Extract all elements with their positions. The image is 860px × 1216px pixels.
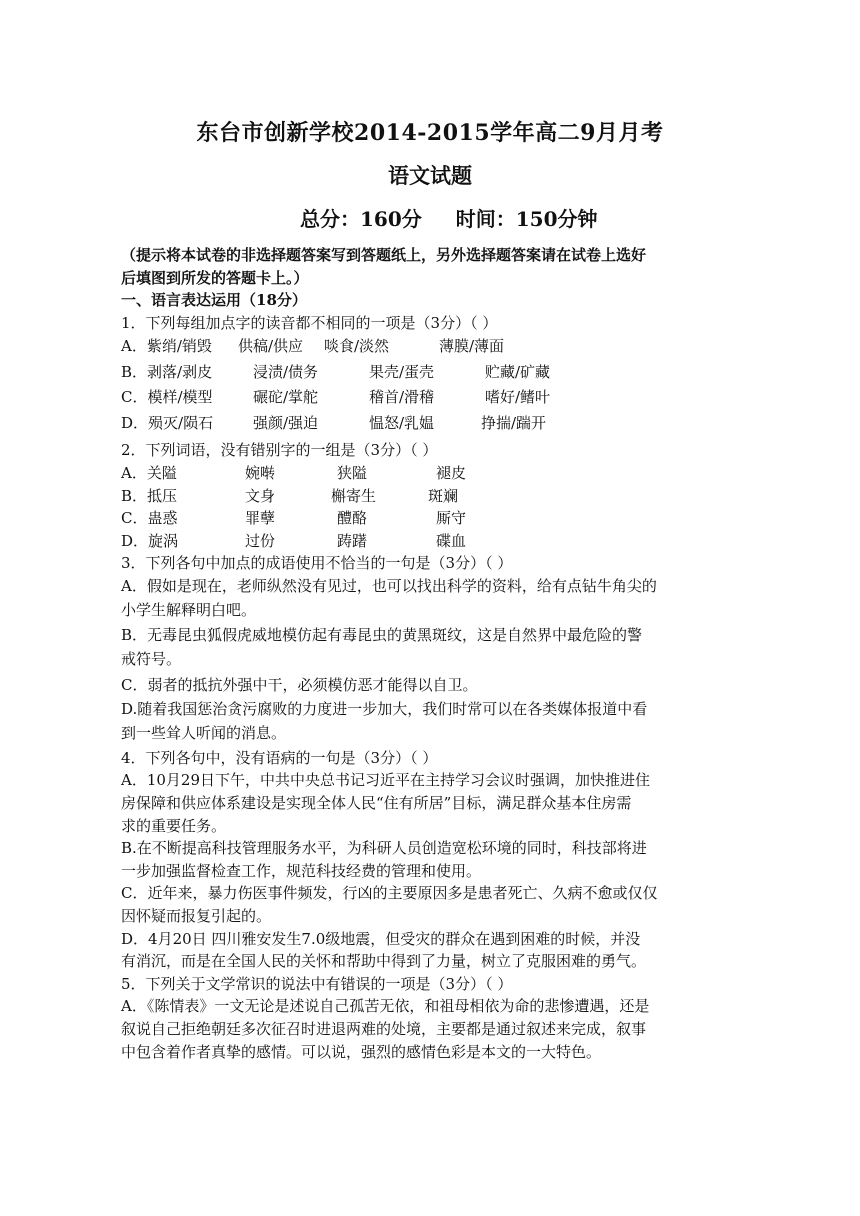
- option-cell: 浸渍/债务: [253, 362, 319, 381]
- option-cell: 文身: [245, 486, 276, 505]
- option-cell: 啖食/淡然: [324, 337, 390, 356]
- option-text: 小学生解释明白吧。: [121, 601, 257, 620]
- option-cell: B．剥落/剥皮: [121, 362, 213, 381]
- option-cell: 果壳/蛋壳: [369, 362, 435, 381]
- option-cell: C．模样/模型: [121, 388, 213, 407]
- option-text: 中包含着作者真挚的感情。可以说，强烈的感情色彩是本文的一大特色。: [121, 1042, 602, 1061]
- option-row: [121, 530, 741, 553]
- section-heading: 一、语言表达运用（18分）: [121, 291, 307, 310]
- option-text: C．弱者的抵抗外强中干，必须模仿恶才能得以自卫。: [121, 675, 478, 694]
- exam-meta: [300, 203, 632, 232]
- option-text: A．《陈情表》一文无论是述说自己孤苦无依，和祖母相依为命的悲惨遭遇，还是: [121, 997, 650, 1016]
- question-stem: 3．下列各句中加点的成语使用不恰当的一句是（3分）（ ）: [121, 554, 513, 573]
- option-text: 有消沉，而是在全国人民的关怀和帮助中得到了力量，树立了克服困难的勇气。: [121, 952, 647, 971]
- option-text: A．假如是现在，老师纵然没有见过，也可以找出科学的资料，给有点钻牛角尖的: [121, 576, 657, 595]
- option-cell: A．关隘: [121, 463, 177, 482]
- option-cell: B．抵压: [121, 486, 178, 505]
- option-text: D.随着我国惩治贪污腐败的力度进一步加大，我们时常可以在各类媒体报道中看: [121, 700, 648, 719]
- option-text: C．近年来，暴力伤医事件频发，行凶的主要原因多是患者死亡、久病不愈或仅仅: [121, 884, 658, 903]
- option-row: [121, 360, 741, 386]
- option-cell: A．紫绡/销毁: [121, 337, 212, 356]
- option-cell: D．殒灭/陨石: [121, 413, 214, 432]
- option-cell: 狭隘: [337, 463, 368, 482]
- option-cell: 挣揣/踹开: [481, 413, 547, 432]
- notice-line: 后填图到所发的答题卡上。）: [121, 268, 309, 287]
- option-cell: 供稿/供应: [238, 337, 304, 356]
- option-cell: C．蛊惑: [121, 509, 178, 528]
- question-stem: 4．下列各句中，没有语病的一句是（3分）（ ）: [121, 748, 438, 767]
- option-row: [121, 507, 741, 530]
- option-cell: 槲寄生: [331, 486, 377, 505]
- option-cell: 碾砣/掌舵: [253, 388, 319, 407]
- option-cell: 薄膜/薄面: [439, 337, 505, 356]
- option-text: B.在不断提高科技管理服务水平，为科研人员创造宽松环境的同时，科技部将进: [121, 839, 647, 858]
- option-cell: 嗜好/鳍叶: [485, 388, 551, 407]
- option-cell: 踌躇: [337, 531, 368, 550]
- question-stem: 5．下列关于文学常识的说法中有错误的一项是（3分）（ ）: [121, 974, 513, 993]
- option-cell: 婉啭: [245, 463, 276, 482]
- question-stem: 2．下列词语，没有错别字的一组是（3分）（ ）: [121, 441, 438, 460]
- option-cell: 厮守: [436, 509, 467, 528]
- option-row: [121, 462, 741, 485]
- option-cell: 罪孽: [245, 509, 276, 528]
- option-row: [121, 334, 741, 360]
- option-cell: 贮藏/矿藏: [485, 362, 551, 381]
- option-text: A．10月29日下午，中共中央总书记习近平在主持学习会议时强调，加快推进住: [121, 771, 651, 790]
- option-cell: 强颜/强迫: [253, 413, 319, 432]
- option-cell: 褪皮: [436, 463, 467, 482]
- option-text: 求的重要任务。: [121, 816, 227, 835]
- option-cell: 稽首/滑稽: [369, 388, 435, 407]
- option-cell: 醴酪: [337, 509, 368, 528]
- exam-subject: 语文试题: [388, 163, 472, 188]
- option-text: 房保障和供应体系建设是实现全体人民“住有所居”目标，满足群众基本住房需: [121, 794, 632, 813]
- option-text: D．4月20日 四川雅安发生7.0级地震，但受灾的群众在遇到困难的时候，并没: [121, 929, 641, 948]
- option-cell: 愠怒/乳媪: [369, 413, 435, 432]
- option-cell: D．旋涡: [121, 531, 179, 550]
- question-stem: 1．下列每组加点字的读音都不相同的一项是（3分）（ ）: [121, 313, 498, 332]
- option-cell: 碟血: [436, 531, 467, 550]
- option-text: 到一些耸人听闻的消息。: [121, 724, 287, 743]
- option-row: [121, 385, 741, 411]
- option-cell: 斑斓: [428, 486, 459, 505]
- option-text: B．无毒昆虫狐假虎威地模仿起有毒昆虫的黄黑斑纹，这是自然界中最危险的警: [121, 625, 643, 644]
- option-row: [121, 485, 741, 508]
- total-score: 总分：160分: [300, 207, 422, 231]
- exam-body: [121, 244, 741, 1063]
- exam-title: 东台市创新学校2014-2015学年高二9月月考: [196, 120, 664, 146]
- option-cell: 过份: [245, 531, 276, 550]
- exam-time: 时间：150分钟: [455, 207, 598, 231]
- option-text: 叙说自己拒绝朝廷多次征召时进退两难的处境，主要都是通过叙述来完成，叙事: [121, 1019, 647, 1038]
- option-text: 戒符号。: [121, 650, 182, 669]
- option-text: 一步加强监督检查工作，规范科技经费的管理和使用。: [121, 861, 482, 880]
- option-row: [121, 411, 741, 437]
- option-text: 因怀疑而报复引起的。: [121, 906, 272, 925]
- notice-line: （提示将本试卷的非选择题答案写到答题纸上，另外选择题答案请在试卷上选好: [121, 246, 647, 264]
